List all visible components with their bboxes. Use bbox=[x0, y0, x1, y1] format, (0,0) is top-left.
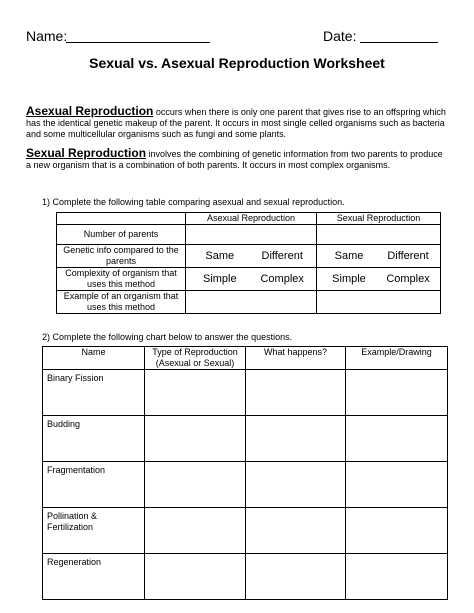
chart-header-cell: Name bbox=[43, 347, 145, 370]
sexual-term: Sexual Reproduction bbox=[26, 146, 147, 160]
name-label: Name: bbox=[26, 28, 68, 44]
name-field[interactable] bbox=[66, 42, 210, 43]
asexual-term: Asexual Reproduction bbox=[26, 104, 154, 118]
chart-header-cell: Type of Reproduction (Asexual or Sexual) bbox=[145, 347, 246, 370]
row-label: Number of parents bbox=[57, 225, 186, 245]
question-2: 2) Complete the following chart below to answer the questions. bbox=[42, 332, 293, 342]
choice-option[interactable]: Simple bbox=[202, 272, 237, 285]
choice-option[interactable]: Complex bbox=[260, 272, 304, 285]
choice-option[interactable]: Complex bbox=[386, 272, 430, 285]
comparison-table bbox=[56, 212, 441, 314]
chart-header-cell: What happens? bbox=[246, 347, 346, 370]
table-row bbox=[57, 268, 441, 291]
answer-cell[interactable] bbox=[346, 508, 448, 554]
row-label: Example of an organism that uses this method bbox=[57, 291, 186, 314]
answer-cell[interactable] bbox=[246, 554, 346, 600]
table-row bbox=[57, 225, 441, 245]
question-1: 1) Complete the following table comparing asexual and sexual reproduction. bbox=[42, 197, 345, 207]
answer-cell[interactable] bbox=[145, 554, 246, 600]
choice-option[interactable]: Simple bbox=[332, 272, 366, 285]
answer-cell[interactable] bbox=[346, 370, 448, 416]
choice-option[interactable]: Same bbox=[205, 249, 235, 262]
answer-cell[interactable] bbox=[246, 462, 346, 508]
chart-row bbox=[43, 416, 448, 462]
table-row bbox=[57, 245, 441, 268]
answer-cell[interactable] bbox=[317, 291, 441, 314]
chart-header-cell: Example/Drawing bbox=[346, 347, 448, 370]
answer-cell[interactable] bbox=[317, 225, 441, 245]
answer-cell[interactable] bbox=[186, 245, 317, 268]
answer-cell[interactable] bbox=[186, 291, 317, 314]
method-name: Binary Fission bbox=[43, 370, 145, 416]
answer-cell[interactable] bbox=[246, 370, 346, 416]
choice-option[interactable]: Different bbox=[261, 249, 303, 262]
answer-cell[interactable] bbox=[145, 508, 246, 554]
answer-cell[interactable] bbox=[317, 245, 441, 268]
method-name: Budding bbox=[43, 416, 145, 462]
chart-row bbox=[43, 462, 448, 508]
date-label: Date: bbox=[323, 28, 357, 44]
answer-cell[interactable] bbox=[246, 508, 346, 554]
asexual-text: occurs when there is only one parent that gives rise to an offspring which has the identical genetic makeup of the parent. It occurs in most single celled organisms such as bacteria and some multicellular organisms such as fungi and some plants. bbox=[26, 107, 446, 139]
method-name: Regeneration bbox=[43, 554, 145, 600]
row-label: Complexity of organism that uses this method bbox=[57, 268, 186, 291]
answer-cell[interactable] bbox=[186, 225, 317, 245]
table-header-cell bbox=[57, 213, 186, 225]
choice-option[interactable]: Different bbox=[387, 249, 429, 262]
date-field[interactable] bbox=[360, 42, 438, 43]
answer-cell[interactable] bbox=[186, 268, 317, 291]
table-header-row bbox=[57, 213, 441, 225]
row-label: Genetic info compared to the parents bbox=[57, 245, 186, 268]
chart-header-row bbox=[43, 347, 448, 370]
worksheet-title: Sexual vs. Asexual Reproduction Worksheet bbox=[89, 55, 385, 71]
choice-option[interactable]: Same bbox=[334, 249, 364, 262]
method-name: Pollination & Fertilization bbox=[43, 508, 145, 554]
answer-cell[interactable] bbox=[346, 462, 448, 508]
reproduction-chart bbox=[42, 346, 448, 600]
method-name: Fragmentation bbox=[43, 462, 145, 508]
answer-cell[interactable] bbox=[145, 370, 246, 416]
table-row bbox=[57, 291, 441, 314]
answer-cell[interactable] bbox=[145, 416, 246, 462]
answer-cell[interactable] bbox=[317, 268, 441, 291]
sexual-text: involves the combining of genetic information from two parents to produce a new organism that is a combination of both parents. It occurs in most complex organisms. bbox=[26, 149, 443, 170]
answer-cell[interactable] bbox=[346, 416, 448, 462]
sexual-definition bbox=[26, 148, 446, 171]
table-header-cell: Asexual Reproduction bbox=[186, 213, 317, 225]
chart-row bbox=[43, 554, 448, 600]
chart-row bbox=[43, 508, 448, 554]
answer-cell[interactable] bbox=[246, 416, 346, 462]
answer-cell[interactable] bbox=[145, 462, 246, 508]
asexual-definition bbox=[26, 106, 446, 140]
answer-cell[interactable] bbox=[346, 554, 448, 600]
chart-row bbox=[43, 370, 448, 416]
table-header-cell: Sexual Reproduction bbox=[317, 213, 441, 225]
